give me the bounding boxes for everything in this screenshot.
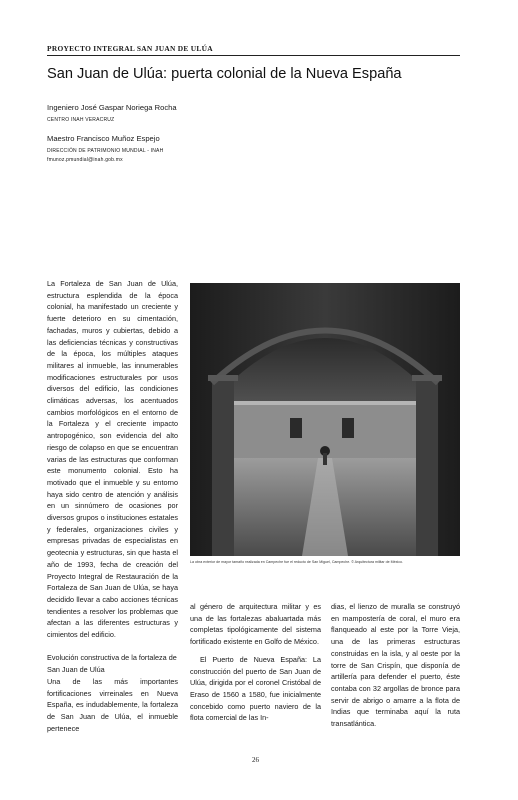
col2-paragraph-1: al género de arquitectura militar y es una de las fortalezas abaluartada más completas tipológicamente del sistema fortificado existente en Golfo de México. [190,602,321,647]
section-kicker: PROYECTO INTEGRAL SAN JUAN DE ULÚA [47,44,213,53]
author-affiliation-2: DIRECCIÓN DE PATRIMONIO MUNDIAL - INAH [47,148,164,154]
body-column-1 [47,278,178,734]
article-title: San Juan de Ulúa: puerta colonial de la Nueva España [47,66,402,82]
col3-paragraph: dias, el lienzo de muralla se construyó en mampostería de coral, el muro era flanqueado al este por la Torre Vieja, una de las primeras estructuras construidas en la isla, y al oeste por la torre de San Crispín, que disponía de artillería para defender el puerto, éste contaba con 32 argollas de bronce para servir de abrigo o amarre a la flota de Indias que terminaba aquí la ruta transatlántica. [331,602,460,729]
body-column-3 [331,601,460,730]
figure-caption: La obra exterior de mayor tamaño realizada en Campeche fue el reducto de San Miguel, Campeche. © Arquitectura militar de México. [190,560,403,564]
author-name-2: Maestro Francisco Muñoz Espejo [47,134,160,143]
page-number: 26 [252,756,259,764]
author-name-1: Ingeniero José Gaspar Noriega Rocha [47,103,177,112]
intro-paragraph: La Fortaleza de San Juan de Ulúa, estructura esplendida de la época colonial, ha manifestado un creciente y fuerte deterioro en su cimentación, fachadas, muros y cubiertas, debido a las deficiencias técnicas y constructivas de la época, los múltiples ataques militares al inmueble, las innumerables modificaciones estructurales por usos diversos del edificio, las condiciones climáticas adversas, los acentuados cambios morfológicos en el entorno de la Fortaleza y el creciente impacto antropogénico, son evidencia del alto riesgo de colapso en que se encuentran varias de las estructuras que conforman este monumento colonial. Esto ha motivado que el inmueble y su entorno haya sido centro de atención y análisis en un sinnúmero de ocasiones por diversos grupos o instituciones estatales y federales, organizaciones civiles y empresas privadas de especialistas en geotecnia y estructuras, sin que hasta el año de 1993, fecha de creación del Proyecto Integral de Restauración de la Fortaleza de San Juan de Ulúa, se haya decidido llevar a cabo acciones técnicas tendientes a resolver los problemas que afectan a las diferentes estructuras y cimientos del edificio. [47,279,178,640]
author-affiliation-1: CENTRO INAH VERACRUZ [47,117,115,123]
body-column-2 [190,601,321,724]
fortress-photo [190,283,460,556]
col2-paragraph-2: El Puerto de Nueva España: La construcción del puerto de San Juan de Ulúa, dirigida por el coronel Cristóbal de Eraso de 1560 a 1580, fue inicialmente concebido como puerto naviero de la flota comercial de las In- [190,654,321,723]
section-heading: Evolución constructiva de la fortaleza de San Juan de Ulúa [47,653,177,675]
section-paragraph: Una de las más importantes fortificaciones virreinales en Nueva España, es indudablemente, la fortaleza de San Juan de Ulúa, el inmueble pertenece [47,676,178,733]
author-email: fmunoz.pmundial@inah.gob.mx [47,157,123,163]
header-rule [47,55,460,56]
